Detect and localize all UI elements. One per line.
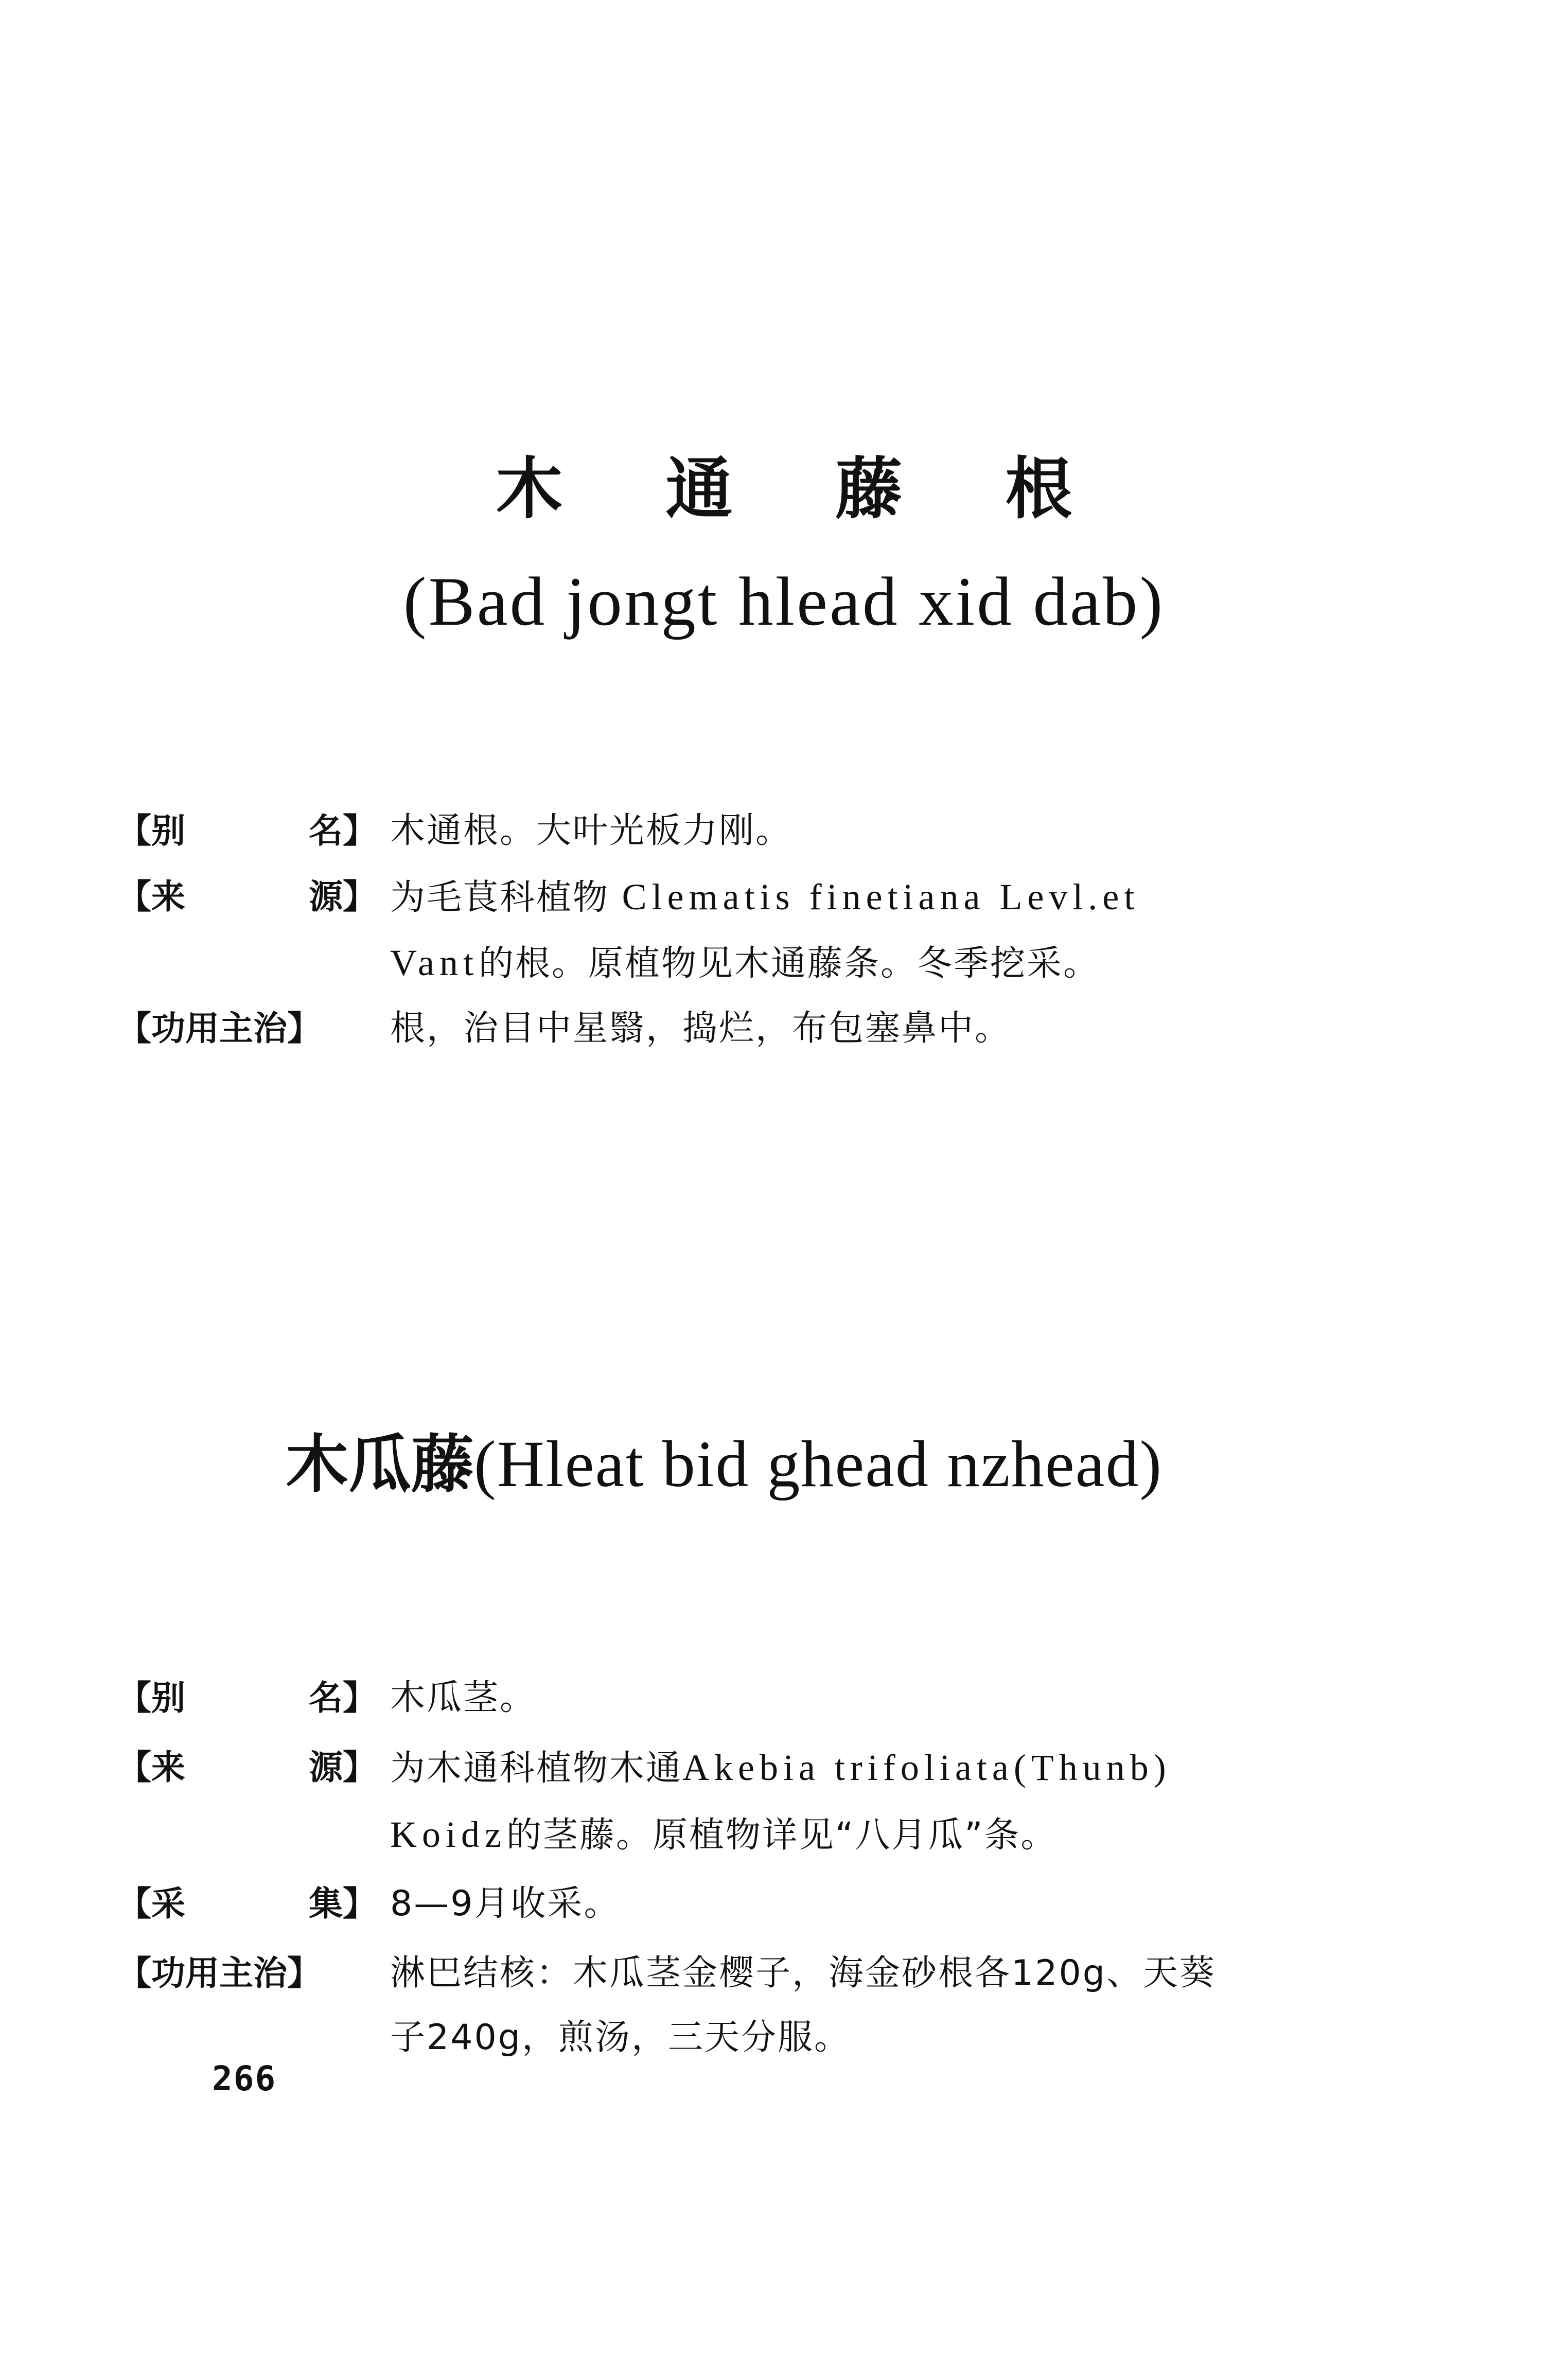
alias-label [117,1667,385,1729]
source-continuation-text: 的茎藤。原植物详见“八月瓜”条。 [506,1815,1058,1856]
entry2-title-chinese: 木瓜藤 [286,1428,474,1501]
source-value [390,866,1139,929]
page-number: 266 [212,2059,277,2098]
usage-label [117,1943,385,2004]
entry1-title-chinese: 木通藤根 [496,450,1175,528]
entry1-title-miao: (Bad jongt hlead xid dab) [403,563,1165,640]
collect-value: 8—9月收采。 [390,1883,621,1924]
alias-label-part1: 【别 [117,1678,185,1718]
entry2-source-row [117,1737,1455,1798]
alias-value: 木通根。大叶光板力刚。 [390,810,792,851]
entry1-usage-row [117,998,1455,1060]
source-label-part2: 源】 [309,877,377,916]
source-label [117,866,385,928]
source-label-part2: 源】 [309,1748,377,1787]
collect-label [117,1873,385,1935]
entry2-alias-row [117,1667,1455,1729]
entry2-usage-continuation: 子240g，煎汤，三天分服。 [390,2017,851,2058]
source-chinese: 为毛茛科植物 [390,877,610,918]
source-label [117,1737,385,1798]
entry1-source-continuation [390,932,1522,994]
collect-label-part1: 【采 [117,1884,185,1924]
source-latin-authority: Koidz [390,1814,506,1855]
alias-value: 木瓜茎。 [390,1678,537,1718]
source-chinese: 为木通科植物木通 [390,1748,683,1789]
source-latin-name: Clematis finetiana Levl.et [622,876,1140,918]
entry2-title-miao: (Hleat bid ghead nzhead) [474,1427,1163,1501]
source-continuation-text: 的根。原植物见木通藤条。冬季挖采。 [478,943,1100,984]
usage-value: 淋巴结核：木瓜茎金樱子，海金砂根各120g、天葵 [390,1953,1216,1993]
source-latin-authority: Vant [390,942,479,983]
alias-label-part2: 名】 [309,811,377,851]
usage-label-text: 【功用主治】 [117,1009,321,1048]
source-latin-name: Akebia trifoliata(Thunb) [682,1747,1171,1788]
alias-label [117,800,385,862]
entry1-alias-row [117,800,1455,862]
entry2-source-continuation [390,1804,1522,1865]
entry2-title [286,1420,1315,1527]
alias-label-part1: 【别 [117,811,185,851]
usage-value: 根，治目中星翳，捣烂，布包塞鼻中。 [390,1008,1012,1049]
source-label-part1: 【来 [117,1748,185,1787]
source-label-part1: 【来 [117,877,185,916]
entry2-usage-row [117,1943,1455,2004]
entry2-collect-row [117,1873,1455,1935]
alias-label-part2: 名】 [309,1678,377,1718]
usage-label-text: 【功用主治】 [117,1953,321,1993]
source-value [390,1737,1171,1800]
collect-label-part2: 集】 [309,1884,377,1924]
entry1-source-row [117,866,1455,928]
usage-label [117,998,385,1060]
